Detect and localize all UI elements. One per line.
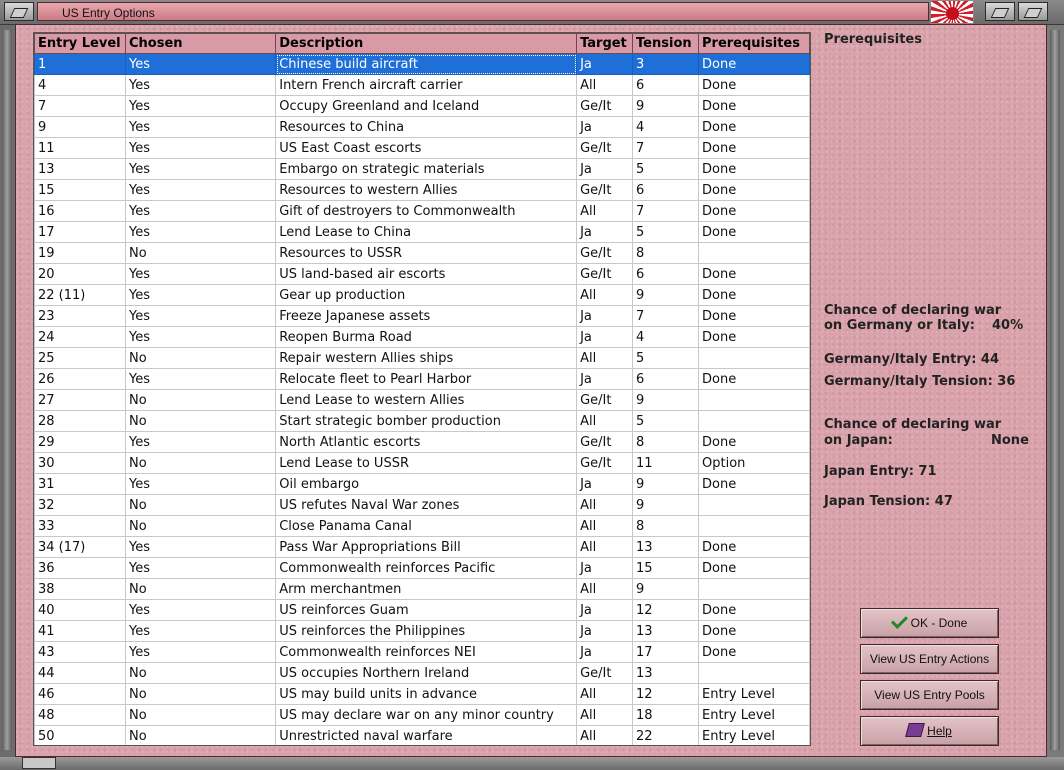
prerequisites-cell (699, 579, 810, 600)
description-cell: North Atlantic escorts (276, 432, 577, 453)
entry-level-cell: 29 (35, 432, 126, 453)
table-row[interactable] (35, 537, 810, 558)
ge-chance-line1: Chance of declaring war (824, 303, 1002, 318)
table-row[interactable] (35, 285, 810, 306)
table-row[interactable] (35, 474, 810, 495)
chosen-cell: No (125, 243, 275, 264)
chosen-cell: Yes (125, 222, 275, 243)
entry-level-cell: 48 (35, 705, 126, 726)
entry-level-cell: 9 (35, 117, 126, 138)
chosen-cell: Yes (125, 138, 275, 159)
prerequisites-cell: Option (699, 453, 810, 474)
col-tension[interactable]: Tension (633, 34, 699, 54)
ok-done-button[interactable] (860, 608, 999, 638)
table-row[interactable] (35, 432, 810, 453)
target-cell: Ja (577, 222, 633, 243)
table-row[interactable] (35, 327, 810, 348)
view-entry-pools-button[interactable] (860, 680, 999, 710)
chosen-cell: No (125, 453, 275, 474)
prerequisites-cell: Done (699, 138, 810, 159)
entry-level-cell: 32 (35, 495, 126, 516)
description-cell: Chinese build aircraft (276, 54, 577, 75)
target-cell: Ge/It (577, 390, 633, 411)
prerequisites-cell: Done (699, 222, 810, 243)
tension-cell: 5 (633, 159, 699, 180)
tension-cell: 22 (633, 726, 699, 747)
table-row[interactable] (35, 96, 810, 117)
prerequisites-cell: Entry Level (699, 726, 810, 747)
target-cell: All (577, 411, 633, 432)
chosen-cell: No (125, 495, 275, 516)
entry-level-cell: 23 (35, 306, 126, 327)
entry-level-cell: 41 (35, 621, 126, 642)
tension-cell: 8 (633, 516, 699, 537)
col-prerequisites[interactable]: Prerequisites (699, 34, 810, 54)
prerequisites-cell: Done (699, 537, 810, 558)
target-cell: Ge/It (577, 180, 633, 201)
table-row[interactable] (35, 495, 810, 516)
tension-cell: 7 (633, 306, 699, 327)
entry-level-cell: 40 (35, 600, 126, 621)
table-row[interactable] (35, 600, 810, 621)
table-row[interactable] (35, 726, 810, 747)
chosen-cell: Yes (125, 432, 275, 453)
entry-level-cell: 25 (35, 348, 126, 369)
prerequisites-cell (699, 390, 810, 411)
col-chosen[interactable]: Chosen (125, 34, 275, 54)
prerequisites-cell: Done (699, 432, 810, 453)
chosen-cell: Yes (125, 600, 275, 621)
tension-cell: 9 (633, 579, 699, 600)
prerequisites-cell: Done (699, 474, 810, 495)
tension-cell: 4 (633, 117, 699, 138)
target-cell: Ja (577, 369, 633, 390)
chosen-cell: Yes (125, 474, 275, 495)
description-cell: US reinforces Guam (276, 600, 577, 621)
description-cell: Resources to China (276, 117, 577, 138)
prerequisites-cell: Done (699, 285, 810, 306)
chosen-cell: Yes (125, 369, 275, 390)
prerequisites-cell (699, 663, 810, 684)
description-cell: Relocate fleet to Pearl Harbor (276, 369, 577, 390)
info-panel (824, 32, 1034, 592)
bottom-frame (0, 757, 1064, 770)
table-row[interactable] (35, 663, 810, 684)
chosen-cell: Yes (125, 621, 275, 642)
table-row[interactable] (35, 138, 810, 159)
table-row[interactable] (35, 390, 810, 411)
entry-level-cell: 13 (35, 159, 126, 180)
target-cell: All (577, 201, 633, 222)
entry-level-cell: 34 (17) (35, 537, 126, 558)
description-cell: Lend Lease to China (276, 222, 577, 243)
target-cell: All (577, 285, 633, 306)
tension-cell: 5 (633, 348, 699, 369)
prerequisites-cell: Done (699, 96, 810, 117)
entry-level-cell: 44 (35, 663, 126, 684)
description-cell: Repair western Allies ships (276, 348, 577, 369)
description-cell: US occupies Northern Ireland (276, 663, 577, 684)
target-cell: Ja (577, 621, 633, 642)
target-cell: Ja (577, 558, 633, 579)
description-cell: Unrestricted naval warfare (276, 726, 577, 747)
ja-chance-line1: Chance of declaring war (824, 417, 1002, 432)
description-cell: US may declare war on any minor country (276, 705, 577, 726)
target-cell: Ja (577, 474, 633, 495)
description-cell: Close Panama Canal (276, 516, 577, 537)
prerequisites-cell: Done (699, 558, 810, 579)
chosen-cell: No (125, 348, 275, 369)
prerequisites-cell: Entry Level (699, 705, 810, 726)
entry-level-cell: 11 (35, 138, 126, 159)
col-target[interactable]: Target (577, 34, 633, 54)
table-row[interactable] (35, 621, 810, 642)
table-row[interactable] (35, 180, 810, 201)
view-entry-actions-label: View US Entry Actions (869, 652, 990, 666)
prerequisites-cell: Done (699, 75, 810, 96)
target-cell: All (577, 705, 633, 726)
target-cell: Ge/It (577, 138, 633, 159)
prerequisites-cell: Done (699, 306, 810, 327)
tension-cell: 9 (633, 96, 699, 117)
prerequisites-cell: Done (699, 159, 810, 180)
tension-cell: 13 (633, 621, 699, 642)
target-cell: Ge/It (577, 453, 633, 474)
col-entry-level[interactable]: Entry Level (35, 34, 126, 54)
chosen-cell: No (125, 516, 275, 537)
table-row[interactable] (35, 642, 810, 663)
chosen-cell: Yes (125, 54, 275, 75)
prerequisites-cell (699, 411, 810, 432)
description-cell: Resources to western Allies (276, 180, 577, 201)
description-cell: US land-based air escorts (276, 264, 577, 285)
tension-cell: 17 (633, 642, 699, 663)
chosen-cell: Yes (125, 159, 275, 180)
entry-options-table[interactable] (33, 32, 811, 746)
tension-cell: 9 (633, 285, 699, 306)
chosen-cell: Yes (125, 201, 275, 222)
table-row[interactable] (35, 54, 810, 75)
target-cell: Ja (577, 600, 633, 621)
tension-cell: 6 (633, 75, 699, 96)
chosen-cell: No (125, 390, 275, 411)
description-cell: Commonwealth reinforces NEI (276, 642, 577, 663)
chosen-cell: Yes (125, 75, 275, 96)
tension-cell: 9 (633, 495, 699, 516)
target-cell: All (577, 684, 633, 705)
table-header-row (35, 34, 810, 54)
table-row[interactable] (35, 264, 810, 285)
chosen-cell: No (125, 726, 275, 747)
chosen-cell: Yes (125, 264, 275, 285)
prerequisites-cell (699, 348, 810, 369)
target-cell: All (577, 516, 633, 537)
tension-cell: 11 (633, 453, 699, 474)
prerequisites-cell: Done (699, 642, 810, 663)
ja-entry: Japan Entry: 71 (824, 464, 937, 479)
target-cell: All (577, 537, 633, 558)
entry-level-cell: 17 (35, 222, 126, 243)
table-row[interactable] (35, 348, 810, 369)
chosen-cell: Yes (125, 537, 275, 558)
prerequisites-cell: Done (699, 327, 810, 348)
description-cell: Start strategic bomber production (276, 411, 577, 432)
ge-entry: Germany/Italy Entry: 44 (824, 352, 1000, 367)
entry-level-cell: 33 (35, 516, 126, 537)
description-cell: Resources to USSR (276, 243, 577, 264)
entry-level-cell: 4 (35, 75, 126, 96)
target-cell: All (577, 726, 633, 747)
view-entry-pools-label: View US Entry Pools (874, 688, 985, 702)
tension-cell: 7 (633, 138, 699, 159)
prerequisites-cell: Done (699, 180, 810, 201)
target-cell: Ja (577, 327, 633, 348)
entry-level-cell: 38 (35, 579, 126, 600)
target-cell: Ge/It (577, 243, 633, 264)
tension-cell: 3 (633, 54, 699, 75)
entry-level-cell: 26 (35, 369, 126, 390)
right-frame-edge (1050, 30, 1060, 750)
chosen-cell: No (125, 684, 275, 705)
view-entry-actions-button[interactable] (860, 644, 999, 674)
chosen-cell: No (125, 663, 275, 684)
entry-level-cell: 22 (11) (35, 285, 126, 306)
title-control-button[interactable] (985, 2, 1015, 21)
chosen-cell: Yes (125, 327, 275, 348)
tension-cell: 12 (633, 600, 699, 621)
col-description[interactable]: Description (276, 34, 577, 54)
table-row[interactable] (35, 411, 810, 432)
entry-level-cell: 30 (35, 453, 126, 474)
table-row[interactable] (35, 243, 810, 264)
entry-level-cell: 46 (35, 684, 126, 705)
table-row[interactable] (35, 705, 810, 726)
ja-tension: Japan Tension: 47 (824, 494, 953, 509)
table-row[interactable] (35, 159, 810, 180)
tension-cell: 8 (633, 243, 699, 264)
ge-chance-line2: on Germany or Italy: (824, 318, 976, 333)
chosen-cell: Yes (125, 96, 275, 117)
tension-cell: 12 (633, 684, 699, 705)
target-cell: Ge/It (577, 663, 633, 684)
tension-cell: 6 (633, 264, 699, 285)
table-row[interactable] (35, 579, 810, 600)
description-cell: Gear up production (276, 285, 577, 306)
tension-cell: 7 (633, 201, 699, 222)
title-panel (37, 2, 929, 21)
help-button[interactable] (860, 716, 999, 746)
prerequisites-cell: Done (699, 369, 810, 390)
tension-cell: 8 (633, 432, 699, 453)
table-row[interactable] (35, 558, 810, 579)
description-cell: Reopen Burma Road (276, 327, 577, 348)
tension-cell: 13 (633, 537, 699, 558)
chosen-cell: No (125, 411, 275, 432)
table-row[interactable] (35, 306, 810, 327)
table-row[interactable] (35, 201, 810, 222)
table-row[interactable] (35, 516, 810, 537)
table-row[interactable] (35, 453, 810, 474)
target-cell: Ja (577, 642, 633, 663)
entry-level-cell: 28 (35, 411, 126, 432)
description-cell: US refutes Naval War zones (276, 495, 577, 516)
book-icon (905, 723, 925, 737)
description-cell: Embargo on strategic materials (276, 159, 577, 180)
ja-chance-line2: on Japan: (824, 433, 893, 448)
target-cell: All (577, 348, 633, 369)
entry-level-cell: 19 (35, 243, 126, 264)
target-cell: Ja (577, 306, 633, 327)
rising-sun-flag-icon (930, 0, 974, 24)
target-cell: All (577, 495, 633, 516)
prerequisites-cell (699, 243, 810, 264)
entry-level-cell: 24 (35, 327, 126, 348)
description-cell: Gift of destroyers to Commonwealth (276, 201, 577, 222)
entry-level-cell: 20 (35, 264, 126, 285)
entry-level-cell: 50 (35, 726, 126, 747)
entry-level-cell: 15 (35, 180, 126, 201)
chosen-cell: No (125, 705, 275, 726)
tension-cell: 6 (633, 369, 699, 390)
bottom-arrow-button[interactable] (22, 757, 56, 769)
prerequisites-cell (699, 516, 810, 537)
tension-cell: 5 (633, 411, 699, 432)
target-cell: Ge/It (577, 96, 633, 117)
table-row[interactable] (35, 222, 810, 243)
chosen-cell: Yes (125, 558, 275, 579)
tension-cell: 9 (633, 390, 699, 411)
tension-cell: 18 (633, 705, 699, 726)
ge-tension: Germany/Italy Tension: 36 (824, 374, 1016, 389)
table-row[interactable] (35, 369, 810, 390)
entry-level-cell: 27 (35, 390, 126, 411)
description-cell: US East Coast escorts (276, 138, 577, 159)
prerequisites-cell: Done (699, 621, 810, 642)
description-cell: Oil embargo (276, 474, 577, 495)
tension-cell: 6 (633, 180, 699, 201)
target-cell: Ge/It (577, 264, 633, 285)
prerequisites-cell: Done (699, 201, 810, 222)
entry-level-cell: 31 (35, 474, 126, 495)
tension-cell: 9 (633, 474, 699, 495)
prerequisites-cell: Done (699, 600, 810, 621)
entry-level-cell: 7 (35, 96, 126, 117)
target-cell: Ge/It (577, 432, 633, 453)
target-cell: All (577, 579, 633, 600)
description-cell: Pass War Appropriations Bill (276, 537, 577, 558)
table-row[interactable] (35, 75, 810, 96)
tension-cell: 4 (633, 327, 699, 348)
description-cell: Freeze Japanese assets (276, 306, 577, 327)
chosen-cell: Yes (125, 285, 275, 306)
chosen-cell: Yes (125, 642, 275, 663)
description-cell: Commonwealth reinforces Pacific (276, 558, 577, 579)
target-cell: All (577, 75, 633, 96)
close-button[interactable] (1018, 2, 1048, 21)
ok-done-label: OK - Done (910, 616, 968, 630)
prerequisites-title: Prerequisites (824, 32, 922, 47)
left-frame-edge (2, 30, 12, 750)
description-cell: US may build units in advance (276, 684, 577, 705)
entry-level-cell: 43 (35, 642, 126, 663)
chosen-cell: Yes (125, 306, 275, 327)
tension-cell: 15 (633, 558, 699, 579)
help-label: Help (927, 724, 952, 738)
description-cell: Lend Lease to USSR (276, 453, 577, 474)
tension-cell: 5 (633, 222, 699, 243)
description-cell: Intern French aircraft carrier (276, 75, 577, 96)
prerequisites-cell: Done (699, 54, 810, 75)
chosen-cell: Yes (125, 180, 275, 201)
description-cell: Occupy Greenland and Iceland (276, 96, 577, 117)
checkmark-icon (891, 612, 908, 629)
ge-chance-value: 40% (992, 318, 1024, 333)
description-cell: Arm merchantmen (276, 579, 577, 600)
prerequisites-cell: Done (699, 117, 810, 138)
description-cell: Lend Lease to western Allies (276, 390, 577, 411)
prerequisites-cell (699, 495, 810, 516)
description-cell: US reinforces the Philippines (276, 621, 577, 642)
tension-cell: 13 (633, 663, 699, 684)
prerequisites-cell: Entry Level (699, 684, 810, 705)
entry-level-cell: 16 (35, 201, 126, 222)
system-menu-button[interactable] (4, 2, 34, 21)
ja-chance-value: None (991, 433, 1029, 448)
chosen-cell: Yes (125, 117, 275, 138)
window-title: US Entry Options (62, 6, 155, 20)
entry-level-cell: 1 (35, 54, 126, 75)
table-row[interactable] (35, 117, 810, 138)
target-cell: Ja (577, 159, 633, 180)
target-cell: Ja (577, 117, 633, 138)
table-row[interactable] (35, 684, 810, 705)
prerequisites-cell: Done (699, 264, 810, 285)
chosen-cell: No (125, 579, 275, 600)
target-cell: Ja (577, 54, 633, 75)
entry-level-cell: 36 (35, 558, 126, 579)
